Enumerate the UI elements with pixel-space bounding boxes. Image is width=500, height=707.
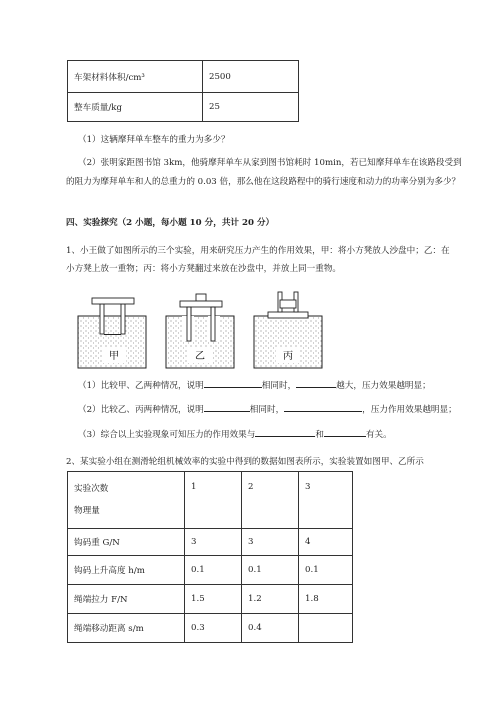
answer-blank[interactable] xyxy=(284,402,362,412)
cell: 0.4 xyxy=(242,614,299,643)
col-header: 3 xyxy=(299,472,353,529)
sub-1-text-b: 相同时， xyxy=(261,381,297,391)
cell: 0.1 xyxy=(185,556,242,585)
table-row xyxy=(68,556,353,585)
problem-2-line1: 2、某实验小组在测滑轮组机械效率的实验中得到的数据如图表所示，实验装置如图甲、乙所示 xyxy=(66,457,424,467)
figure-label-jia: 甲 xyxy=(109,351,119,362)
sub-2-text-a: （2）比较乙、丙两种情况，说明 xyxy=(78,405,204,415)
figure-label-bing: 丙 xyxy=(283,351,293,362)
problem-1-sub-1 xyxy=(78,378,431,391)
header-quantity: 物理量 xyxy=(74,506,100,516)
section-4-title: 四、实验探究（2 小题，每小题 10 分，共计 20 分） xyxy=(66,218,275,228)
col-header: 2 xyxy=(242,472,299,529)
table-header-cell xyxy=(68,472,185,529)
experiment-figure xyxy=(70,290,370,370)
question-1: （1）这辆摩拜单车整车的重力为多少？ xyxy=(78,135,230,145)
spec-value: 25 xyxy=(203,93,299,122)
sub-1-text-a: （1）比较甲、乙两种情况，说明 xyxy=(78,381,204,391)
question-2-line2: 的阻力为摩拜单车和人的总重力的 0.03 倍，那么他在这段路程中的骑行速度和动力的功率分别为多少？ xyxy=(66,177,461,187)
cell xyxy=(299,614,353,643)
problem-1-line2: 小方凳上放一重物；丙：将小方凳翻过来放在沙盘中，并放上同一重物。 xyxy=(66,264,342,274)
table-row xyxy=(68,614,353,643)
problem-1-line1: 1、小王做了如图所示的三个实验，用来研究压力产生的作用效果，甲：将小方凳放人沙盘中；乙：在 xyxy=(66,246,450,256)
answer-blank[interactable] xyxy=(324,427,366,437)
cell: 1.8 xyxy=(299,585,353,614)
sub-3-text-b: 和 xyxy=(315,430,324,440)
problem-1-sub-2 xyxy=(78,402,457,415)
sub-3-text-a: （3）综合以上实验现象可知压力的作用效果与 xyxy=(78,430,256,440)
cell: 0.3 xyxy=(185,614,242,643)
row-label: 钩码重 G/N xyxy=(68,529,185,556)
sub-1-text-c: 越大，压力效果越明显； xyxy=(336,381,431,391)
answer-blank[interactable] xyxy=(296,378,336,388)
spec-label: 整车质量/kg xyxy=(68,93,203,122)
table-row xyxy=(68,585,353,614)
problem-1-sub-3 xyxy=(78,427,392,440)
cell: 0.1 xyxy=(242,556,299,585)
header-trial-count: 实验次数 xyxy=(74,484,109,494)
cell: 3 xyxy=(242,529,299,556)
sub-2-text-b: 相同时， xyxy=(249,405,285,415)
answer-blank[interactable] xyxy=(255,427,315,437)
cell: 1.5 xyxy=(185,585,242,614)
question-2-line1: （2）张明家距图书馆 3km，他骑摩拜单车从家到图书馆耗时 10min，若已知摩拜单车在该路段受到 xyxy=(78,158,462,168)
spec-value: 2500 xyxy=(203,61,299,93)
cell: 0.1 xyxy=(299,556,353,585)
table-row xyxy=(68,529,353,556)
spec-label: 车架材料体积/cm³ xyxy=(68,61,203,93)
pulley-data-table xyxy=(67,471,353,643)
vehicle-spec-table xyxy=(67,60,299,122)
row-label: 绳端拉力 F/N xyxy=(68,585,185,614)
cell: 1.2 xyxy=(242,585,299,614)
sub-2-text-c: ，压力作用效果越明显； xyxy=(362,405,457,415)
row-label: 钩码上升高度 h/m xyxy=(68,556,185,585)
answer-blank[interactable] xyxy=(204,402,250,412)
figure-label-yi: 乙 xyxy=(195,351,205,362)
row-label: 绳端移动距离 s/m xyxy=(68,614,185,643)
sub-3-text-c: 有关。 xyxy=(365,430,392,440)
answer-blank[interactable] xyxy=(204,378,262,388)
col-header: 1 xyxy=(185,472,242,529)
cell: 3 xyxy=(185,529,242,556)
cell: 4 xyxy=(299,529,353,556)
